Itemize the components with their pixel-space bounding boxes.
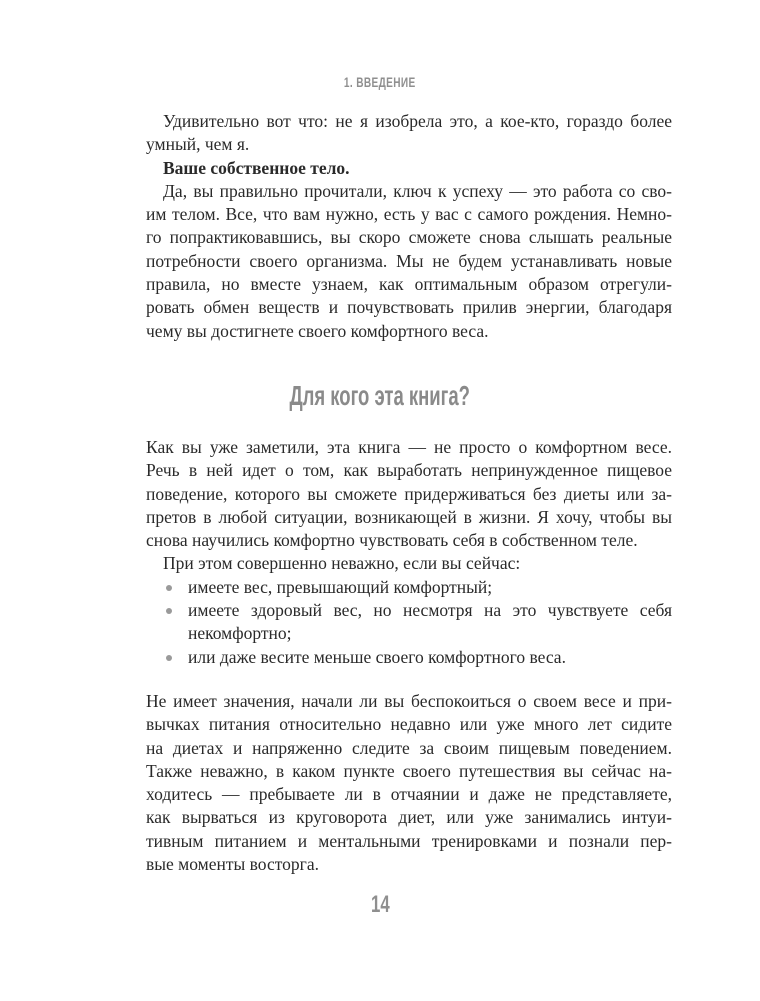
bullet-icon: [166, 585, 172, 591]
text-line: го попрактиковавшись, вы скоро сможете снова слышать реальные: [146, 227, 672, 248]
section-heading-text: Для кого эта книга?: [289, 380, 471, 411]
bullet-icon: [166, 608, 172, 614]
text-line: Как вы уже заметили, эта книга — не просто о комфортном весе.: [146, 437, 672, 457]
bullet-text: имеете вес, превышающий комфортный;: [188, 576, 493, 597]
text-line: поведение, которого вы сможете придерживаться без диеты или за-: [146, 483, 672, 504]
text-line: вые моменты восторга.: [146, 854, 319, 875]
text-line: чему вы достигнете своего комфортного веса.: [146, 320, 489, 341]
bullet-text: или даже весите меньше своего комфортного веса.: [188, 646, 566, 667]
bullet-item: [146, 646, 672, 669]
running-head: [0, 74, 760, 90]
text-line: на диетах и напряженно следите за своим пищевым поведением.: [146, 737, 672, 758]
bullet-text: некомфортно;: [188, 623, 292, 644]
audience-paragraph: [146, 436, 672, 669]
text-line: Да, вы правильно прочитали, ключ к успеху — это работа со сво-: [163, 180, 672, 201]
text-line: ходитесь — пребываете ли в отчаянии и даже не представляете,: [146, 784, 672, 805]
text-line: вычках питания относительно недавно или уже много лет сидите: [146, 714, 672, 735]
text-line: как вырваться из круговорота диет, или уже занимались интуи-: [146, 807, 672, 828]
text-line: им телом. Все, что вам нужно, есть у вас с самого рождения. Немно-: [146, 204, 672, 225]
section-heading: [0, 380, 760, 412]
text-line: снова научились комфортно чувствовать себя в собственном теле.: [146, 530, 638, 551]
text-line: умный, чем я.: [146, 134, 250, 155]
bullet-text: имеете здоровый вес, но несмотря на это чувствуете себя: [188, 600, 672, 621]
text-line: Речь в ней идет о том, как выработать непринужденное пищевое: [146, 460, 672, 481]
page-number: [0, 891, 760, 919]
bullet-item: [146, 576, 672, 599]
chapter-title: 1. ВВЕДЕНИЕ: [344, 74, 416, 90]
page-number-text: 14: [370, 891, 390, 918]
text-line: Удивительно вот что: не я изобрела это, а кое-кто, гораздо более: [163, 111, 672, 131]
text-line: потребности своего организма. Мы не будем устанавливать новые: [146, 250, 672, 271]
closing-paragraph: [146, 690, 672, 876]
bullet-continuation: [146, 622, 672, 645]
text-line: Также неважно, в каком пункте своего путешествия вы сейчас на-: [146, 760, 672, 781]
text-line: Не имеет значения, начали ли вы беспокоиться о своем весе и при-: [146, 691, 672, 711]
bullet-item: [146, 599, 672, 622]
intro-paragraphs: [146, 110, 672, 343]
text-line: претов в любой ситуации, возникающей в жизни. Я хочу, чтобы вы: [146, 506, 672, 527]
text-line: При этом совершенно неважно, если вы сейчас:: [163, 553, 521, 574]
bold-statement: Ваше собственное тело.: [163, 157, 350, 178]
text-line: правила, но вместе узнаем, как оптимальным образом отрегули-: [146, 274, 672, 295]
text-line: тивным питанием и ментальными тренировками и познали пер-: [146, 830, 672, 851]
text-line: ровать обмен веществ и почувствовать прилив энергии, благодаря: [146, 297, 672, 318]
bullet-icon: [166, 655, 172, 661]
